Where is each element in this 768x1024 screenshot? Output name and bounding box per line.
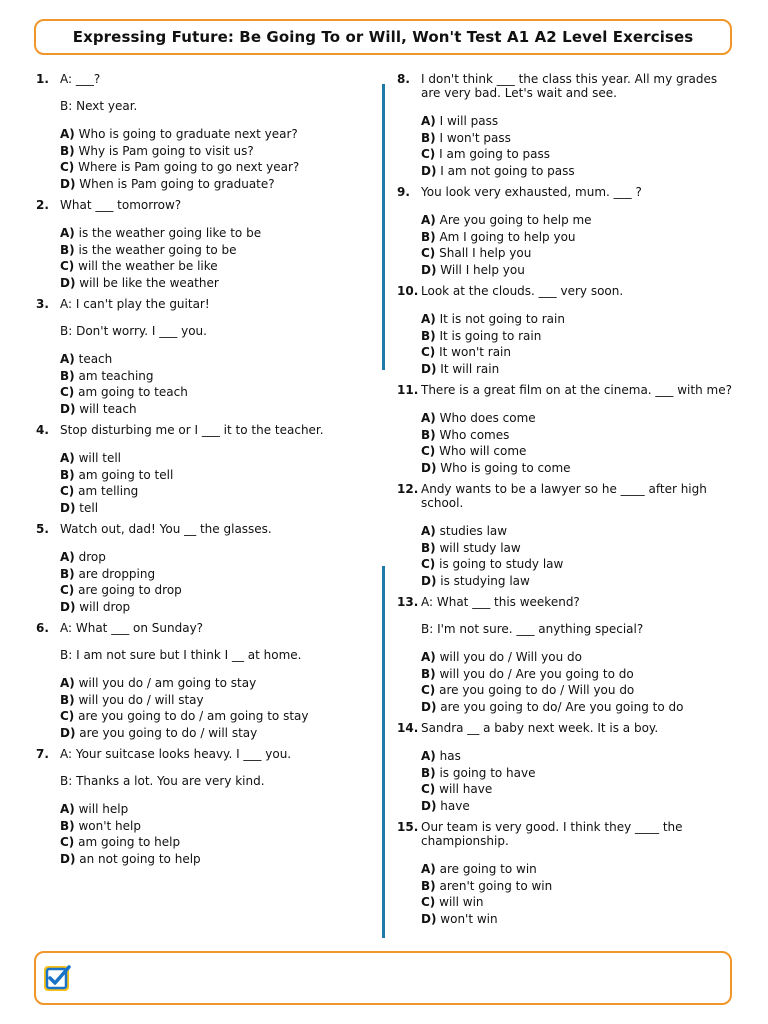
question	[397, 72, 737, 179]
option-letter: B)	[60, 692, 75, 707]
option-text: has	[439, 749, 461, 763]
option-text: tell	[79, 500, 99, 515]
answer-options	[60, 675, 366, 741]
answer-option	[421, 573, 737, 590]
option-text: am teaching	[78, 368, 154, 383]
option-text: have	[440, 798, 470, 813]
answer-option	[421, 262, 737, 279]
answer-option	[421, 682, 737, 699]
answer-option	[421, 427, 737, 444]
answer-options	[421, 649, 737, 715]
option-letter: B)	[60, 467, 75, 482]
option-letter: D)	[60, 275, 76, 290]
answer-option	[60, 351, 366, 368]
option-text: When is Pam going to graduate?	[79, 176, 275, 191]
option-text: will teach	[79, 401, 137, 416]
answer-options	[421, 212, 737, 278]
answer-options	[421, 861, 737, 927]
answer-options	[60, 126, 366, 192]
option-letter: C)	[60, 385, 75, 399]
option-letter: A)	[421, 312, 436, 326]
option-text: am telling	[78, 484, 139, 498]
option-letter: A)	[60, 352, 75, 366]
option-letter: A)	[60, 802, 75, 816]
question-number: 1.	[36, 72, 49, 86]
answer-options	[421, 410, 737, 476]
question-text: What ___ tomorrow?	[60, 198, 182, 212]
answer-options	[60, 450, 366, 516]
option-letter: B)	[60, 143, 75, 158]
answer-option	[60, 384, 366, 401]
option-text: am going to tell	[78, 467, 174, 482]
question	[397, 284, 737, 377]
option-text: It will rain	[440, 361, 500, 376]
option-letter: C)	[60, 259, 75, 273]
answer-options	[421, 113, 737, 179]
option-letter: C)	[421, 782, 436, 796]
option-text: teach	[78, 352, 113, 366]
answer-option	[60, 275, 366, 292]
option-text: Shall I help you	[439, 246, 532, 260]
question-text: A: What ___ on Sunday?	[60, 621, 204, 635]
question-text: A: ___?	[60, 72, 101, 86]
option-text: are going to win	[439, 862, 537, 876]
question-number	[36, 774, 60, 788]
option-letter: B)	[421, 765, 436, 780]
option-text: drop	[78, 550, 106, 564]
question	[36, 297, 366, 417]
option-text: studies law	[439, 524, 508, 538]
question-number: 10.	[397, 284, 419, 298]
answer-options	[421, 523, 737, 589]
question-text: There is a great film on at the cinema. ___ with me?	[421, 383, 732, 397]
option-letter: D)	[60, 725, 76, 740]
checkbox-logo-icon	[42, 963, 72, 993]
option-letter: D)	[60, 401, 76, 416]
option-letter: D)	[421, 798, 437, 813]
question-followup-text: B: Next year.	[60, 99, 138, 113]
option-letter: B)	[421, 130, 436, 145]
option-letter: C)	[60, 160, 75, 174]
answer-options	[60, 549, 366, 615]
option-text: are you going to do/ Are you going to do	[440, 699, 684, 714]
question-text: I don't think ___ the class this year. All my grades are very bad. Let's wait and see.	[421, 72, 718, 100]
option-letter: D)	[60, 500, 76, 515]
option-letter: D)	[421, 361, 437, 376]
answer-option	[421, 212, 737, 229]
answer-option	[421, 666, 737, 683]
option-text: will win	[439, 895, 484, 909]
answer-option	[421, 229, 737, 246]
question	[397, 185, 737, 278]
page-title: Expressing Future: Be Going To or Will, Won't Test A1 A2 Level Exercises	[72, 28, 694, 46]
answer-option	[60, 851, 366, 868]
question	[397, 383, 737, 476]
title-box	[34, 19, 732, 55]
answer-option	[421, 765, 737, 782]
answer-option	[60, 708, 366, 725]
option-letter: A)	[421, 650, 436, 664]
answer-option	[421, 443, 737, 460]
option-letter: B)	[421, 878, 436, 893]
right-question-column	[397, 72, 737, 933]
answer-option	[421, 649, 737, 666]
option-letter: C)	[421, 895, 436, 909]
option-text: are you going to do / Will you do	[439, 683, 635, 697]
question-number: 6.	[36, 621, 49, 635]
option-letter: D)	[421, 163, 437, 178]
question-number	[36, 99, 60, 113]
option-letter: B)	[60, 818, 75, 833]
option-text: I am not going to pass	[440, 163, 575, 178]
option-text: are you going to do / will stay	[79, 725, 258, 740]
option-text: will have	[439, 782, 493, 796]
column-divider-top	[382, 84, 385, 370]
option-letter: D)	[421, 573, 437, 588]
question	[36, 621, 366, 741]
answer-option	[60, 582, 366, 599]
option-text: Am I going to help you	[439, 229, 576, 244]
question-text: You look very exhausted, mum. ___ ?	[421, 185, 642, 199]
question-number: 11.	[397, 383, 419, 397]
option-letter: C)	[421, 444, 436, 458]
option-letter: C)	[60, 709, 75, 723]
question-followup-text: B: Thanks a lot. You are very kind.	[60, 774, 265, 788]
option-text: will the weather be like	[78, 259, 218, 273]
answer-option	[421, 748, 737, 765]
question-number: 3.	[36, 297, 49, 311]
option-letter: A)	[421, 411, 436, 425]
question	[36, 198, 366, 291]
option-text: Who comes	[439, 427, 510, 442]
answer-option	[421, 146, 737, 163]
answer-option	[60, 450, 366, 467]
option-letter: D)	[421, 262, 437, 277]
option-text: will you do / Are you going to do	[439, 666, 634, 681]
option-text: will study law	[439, 540, 521, 555]
option-text: It won't rain	[439, 345, 511, 359]
option-text: will tell	[78, 451, 121, 465]
option-letter: C)	[60, 583, 75, 597]
option-letter: D)	[421, 699, 437, 714]
question	[36, 423, 366, 516]
answer-option	[60, 143, 366, 160]
option-text: Will I help you	[440, 262, 525, 277]
option-text: Where is Pam going to go next year?	[78, 160, 300, 174]
question-number: 5.	[36, 522, 49, 536]
answer-option	[60, 834, 366, 851]
question-number	[36, 648, 60, 662]
question-number: 9.	[397, 185, 410, 199]
option-letter: C)	[421, 246, 436, 260]
answer-option	[421, 798, 737, 815]
question-text: Sandra __ a baby next week. It is a boy.	[421, 721, 659, 735]
option-letter: D)	[60, 599, 76, 614]
answer-option	[60, 368, 366, 385]
option-letter: C)	[421, 683, 436, 697]
answer-option	[60, 725, 366, 742]
option-letter: D)	[421, 911, 437, 926]
question-number: 7.	[36, 747, 49, 761]
question	[36, 747, 366, 867]
option-letter: B)	[421, 666, 436, 681]
question-number: 13.	[397, 595, 419, 609]
question-number: 15.	[397, 820, 419, 834]
question-text: Andy wants to be a lawyer so he ____ after high school.	[421, 482, 707, 510]
question-number: 12.	[397, 482, 419, 496]
option-text: will you do / Will you do	[439, 650, 582, 664]
answer-option	[60, 675, 366, 692]
option-text: is the weather going to be	[78, 242, 237, 257]
question-number: 14.	[397, 721, 419, 735]
option-text: am going to teach	[78, 385, 188, 399]
answer-option	[60, 692, 366, 709]
answer-option	[60, 549, 366, 566]
answer-options	[60, 225, 366, 291]
option-letter: B)	[421, 229, 436, 244]
answer-option	[60, 801, 366, 818]
question-number	[36, 324, 60, 338]
option-letter: A)	[60, 676, 75, 690]
answer-option	[421, 113, 737, 130]
option-text: is going to study law	[439, 557, 564, 571]
answer-option	[60, 467, 366, 484]
option-letter: B)	[60, 242, 75, 257]
option-text: an not going to help	[79, 851, 201, 866]
option-text: will help	[78, 802, 129, 816]
option-letter: C)	[421, 557, 436, 571]
answer-option	[60, 126, 366, 143]
answer-option	[421, 410, 737, 427]
option-text: It is going to rain	[439, 328, 542, 343]
option-text: will you do / will stay	[78, 692, 204, 707]
option-letter: A)	[421, 213, 436, 227]
option-letter: A)	[60, 226, 75, 240]
answer-option	[421, 878, 737, 895]
answer-option	[60, 401, 366, 418]
answer-options	[60, 351, 366, 417]
option-letter: A)	[60, 451, 75, 465]
answer-option	[60, 176, 366, 193]
question-text: A: What ___ this weekend?	[421, 595, 580, 609]
question-text: A: Your suitcase looks heavy. I ___ you.	[60, 747, 292, 761]
answer-option	[60, 599, 366, 616]
option-text: I will pass	[439, 114, 499, 128]
question-followup-text: B: I am not sure but I think I __ at home.	[60, 648, 302, 662]
option-text: aren't going to win	[439, 878, 553, 893]
answer-option	[421, 523, 737, 540]
option-letter: A)	[60, 550, 75, 564]
answer-option	[60, 500, 366, 517]
question	[36, 72, 366, 192]
answer-option	[60, 258, 366, 275]
option-text: I am going to pass	[439, 147, 551, 161]
option-letter: A)	[60, 127, 75, 141]
question-followup-text: B: I'm not sure. ___ anything special?	[421, 622, 644, 636]
option-text: won't win	[440, 911, 498, 926]
answer-option	[421, 894, 737, 911]
question-text: Our team is very good. I think they ____ the championship.	[421, 820, 683, 848]
option-text: are going to drop	[78, 583, 182, 597]
option-letter: B)	[421, 427, 436, 442]
option-text: will drop	[79, 599, 131, 614]
question-number: 4.	[36, 423, 49, 437]
footer-box	[34, 951, 732, 1005]
option-letter: C)	[421, 345, 436, 359]
question-number: 2.	[36, 198, 49, 212]
answer-options	[421, 311, 737, 377]
question	[397, 595, 737, 715]
option-letter: D)	[60, 176, 76, 191]
question-number: 8.	[397, 72, 410, 86]
option-text: will you do / am going to stay	[78, 676, 257, 690]
option-letter: B)	[60, 368, 75, 383]
option-text: Why is Pam going to visit us?	[78, 143, 254, 158]
option-text: are you going to do / am going to stay	[78, 709, 309, 723]
answer-option	[421, 328, 737, 345]
option-text: is going to have	[439, 765, 536, 780]
option-letter: A)	[421, 114, 436, 128]
option-text: It is not going to rain	[439, 312, 565, 326]
option-text: will be like the weather	[79, 275, 219, 290]
answer-option	[60, 242, 366, 259]
answer-option	[60, 566, 366, 583]
answer-option	[421, 130, 737, 147]
option-text: Who is going to graduate next year?	[78, 127, 298, 141]
question	[36, 522, 366, 615]
option-letter: D)	[60, 851, 76, 866]
question-text: Watch out, dad! You __ the glasses.	[60, 522, 272, 536]
option-text: are dropping	[78, 566, 156, 581]
option-letter: A)	[421, 524, 436, 538]
answer-option	[421, 460, 737, 477]
option-text: am going to help	[78, 835, 181, 849]
option-letter: C)	[60, 484, 75, 498]
option-letter: B)	[421, 328, 436, 343]
left-question-column	[36, 72, 366, 873]
answer-option	[421, 163, 737, 180]
question-text: A: I can't play the guitar!	[60, 297, 210, 311]
option-text: Who does come	[439, 411, 536, 425]
answer-option	[60, 225, 366, 242]
answer-option	[60, 159, 366, 176]
option-text: Who is going to come	[440, 460, 571, 475]
answer-options	[60, 801, 366, 867]
option-text: is studying law	[440, 573, 530, 588]
answer-option	[421, 699, 737, 716]
option-text: Who will come	[439, 444, 527, 458]
option-letter: A)	[421, 749, 436, 763]
question	[397, 721, 737, 814]
option-letter: B)	[421, 540, 436, 555]
option-text: won't help	[78, 818, 141, 833]
option-letter: C)	[421, 147, 436, 161]
option-letter: C)	[60, 835, 75, 849]
answer-option	[60, 483, 366, 500]
question-number	[397, 622, 421, 636]
option-letter: D)	[421, 460, 437, 475]
answer-options	[421, 748, 737, 814]
option-text: is the weather going like to be	[78, 226, 262, 240]
answer-option	[421, 781, 737, 798]
question	[397, 820, 737, 927]
option-letter: A)	[421, 862, 436, 876]
answer-option	[421, 245, 737, 262]
answer-option	[421, 556, 737, 573]
answer-option	[421, 540, 737, 557]
question-followup-text: B: Don't worry. I ___ you.	[60, 324, 207, 338]
answer-option	[421, 861, 737, 878]
column-divider-bottom	[382, 566, 385, 938]
option-letter: B)	[60, 566, 75, 581]
answer-option	[421, 311, 737, 328]
question	[397, 482, 737, 589]
option-text: I won't pass	[439, 130, 511, 145]
answer-option	[421, 361, 737, 378]
answer-option	[421, 344, 737, 361]
answer-option	[60, 818, 366, 835]
question-text: Look at the clouds. ___ very soon.	[421, 284, 624, 298]
answer-option	[421, 911, 737, 928]
option-text: Are you going to help me	[439, 213, 592, 227]
question-text: Stop disturbing me or I ___ it to the teacher.	[60, 423, 324, 437]
